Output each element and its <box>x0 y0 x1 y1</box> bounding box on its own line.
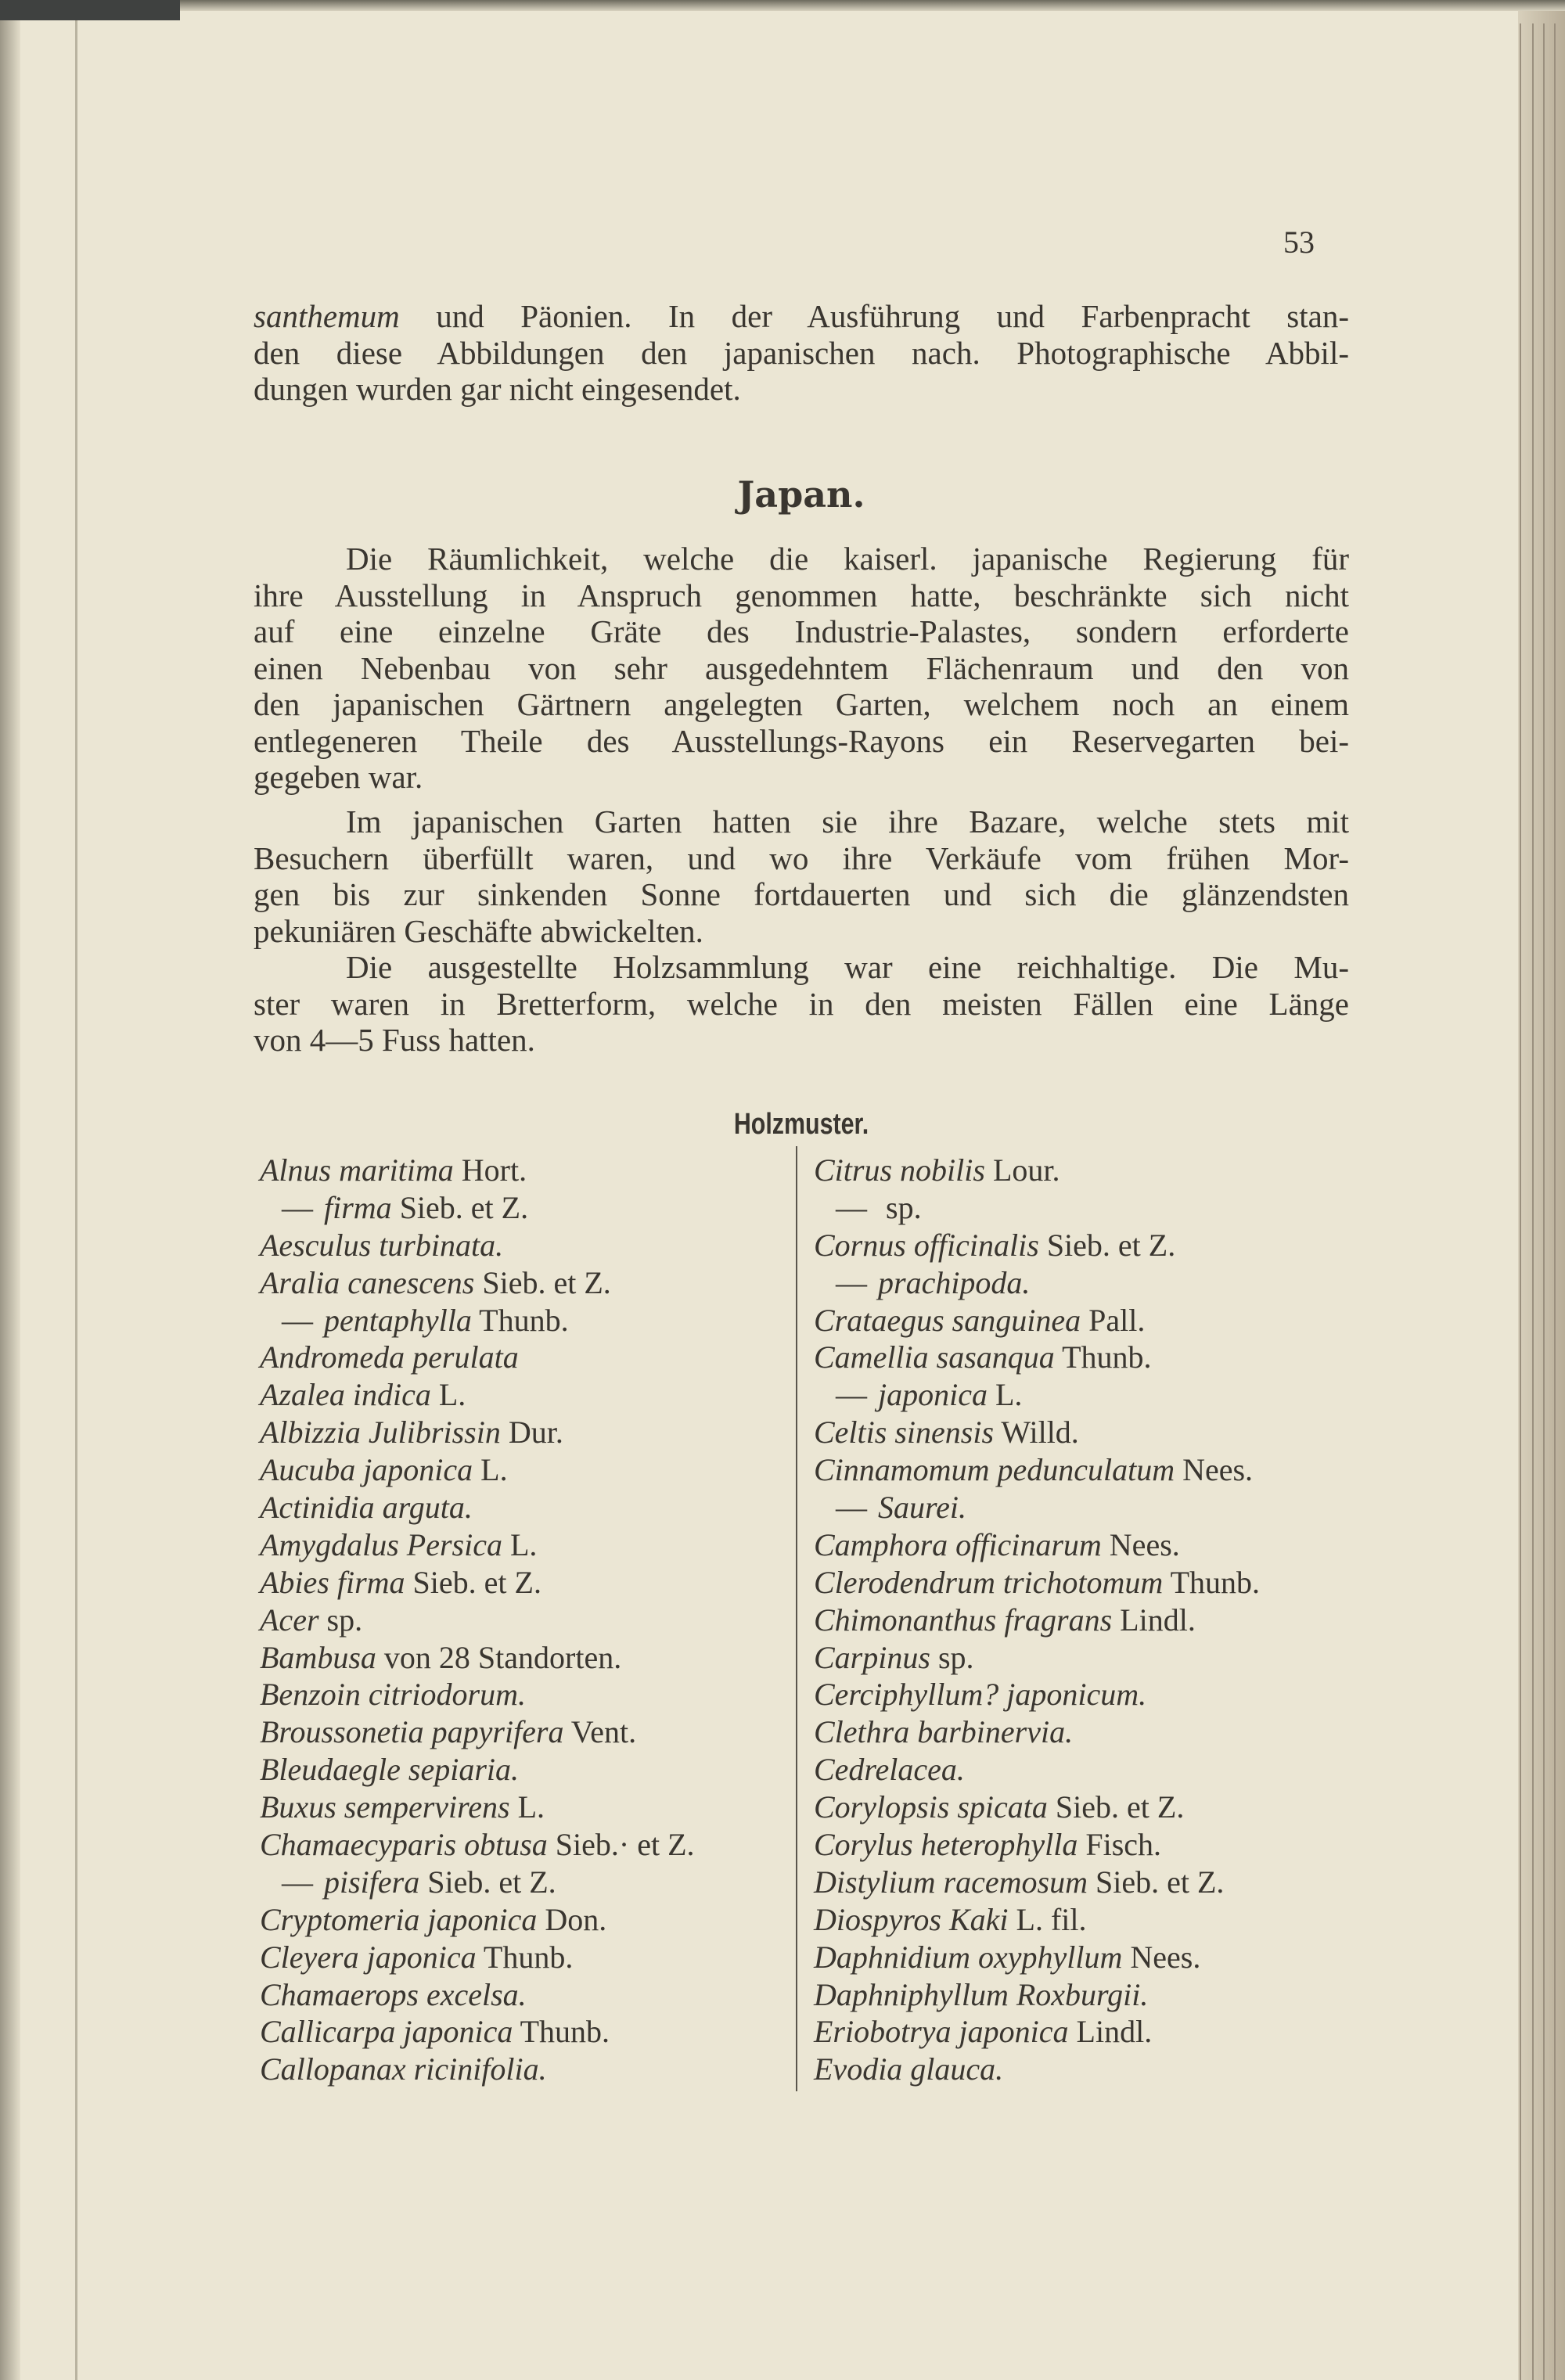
authority: L. fil. <box>1016 1901 1087 1937</box>
ditto-dash: — <box>282 1302 313 1338</box>
list-item <box>814 1602 1260 1639</box>
authority: sp. <box>937 1639 974 1675</box>
list-item <box>814 1526 1260 1564</box>
list-item <box>260 1227 695 1264</box>
list-item <box>814 1152 1260 1189</box>
authority: Sieb. et Z. <box>427 1864 556 1900</box>
list-item <box>814 1264 1260 1302</box>
authority: L. <box>517 1789 545 1825</box>
page-edge-line <box>1520 23 1521 2380</box>
page-edge-line <box>1554 23 1556 2380</box>
list-item <box>814 1713 1260 1751</box>
text-line: Besuchern überfüllt waren, und wo ihre Verkäufe vom frühen Mor- <box>254 839 1349 876</box>
species-name: Benzoin citriodorum. <box>260 1677 526 1713</box>
authority: L. <box>995 1377 1023 1413</box>
text-line: ihre Ausstellung in Anspruch genommen hatte, beschränkte sich nicht <box>254 577 1349 613</box>
authority: sp. <box>326 1602 363 1638</box>
species-name: Abies firma <box>260 1564 405 1600</box>
list-item <box>260 1789 695 1826</box>
species-name: Corylus heterophylla <box>814 1827 1078 1863</box>
authority: Pall. <box>1088 1302 1146 1338</box>
list-item <box>814 1376 1260 1414</box>
list-item <box>814 1939 1260 1976</box>
authority: Sieb. et Z. <box>1046 1227 1176 1263</box>
page-stack-edge <box>1518 0 1565 2380</box>
list-item <box>814 1639 1260 1677</box>
authority: Don. <box>545 1901 607 1937</box>
species-name: Andromeda perulata <box>260 1339 519 1375</box>
italic-word: santhemum <box>254 298 400 334</box>
authority: Willd. <box>1001 1415 1079 1451</box>
text-line: Die ausgestellte Holzsammlung war eine reichhaltige. Die Mu- <box>346 949 1349 985</box>
species-name: Daphniphyllum Roxburgii. <box>814 1976 1149 2012</box>
list-item <box>260 1564 695 1602</box>
list-item <box>814 1564 1260 1602</box>
paragraph <box>254 541 1349 796</box>
top-page-edge <box>0 0 1565 11</box>
list-item <box>260 2013 695 2051</box>
authority: Thunb. <box>1170 1564 1260 1600</box>
binding-corner <box>0 0 180 20</box>
authority: Nees. <box>1130 1939 1201 1975</box>
species-name: Camphora officinarum <box>814 1526 1102 1562</box>
species-name: Cedrelacea. <box>814 1752 965 1788</box>
species-name: Carpinus <box>814 1639 930 1675</box>
list-item <box>260 1414 695 1451</box>
species-name: Cryptomeria japonica <box>260 1901 538 1937</box>
list-item <box>260 1451 695 1489</box>
list-item <box>814 1227 1260 1264</box>
authority: Sieb. et Z. <box>1055 1789 1185 1825</box>
list-item <box>814 1901 1260 1939</box>
list-item <box>814 2013 1260 2051</box>
list-item <box>260 1339 695 1376</box>
species-list-left <box>260 1152 695 2088</box>
species-name: Bleudaegle sepiaria. <box>260 1752 520 1788</box>
list-item <box>260 1901 695 1939</box>
species-name: Chimonanthus fragrans <box>814 1602 1113 1638</box>
authority: Sieb. et Z. <box>412 1564 541 1600</box>
list-item <box>260 2051 695 2088</box>
list-item <box>260 1639 695 1677</box>
authority: L. <box>438 1377 466 1413</box>
authority: Sieb.· et Z. <box>555 1827 695 1863</box>
list-item <box>260 1152 695 1189</box>
list-item <box>814 1789 1260 1826</box>
text-line: entlegeneren Theile des Ausstellungs-Rayons ein Reservegarten bei- <box>254 722 1349 759</box>
species-name: Azalea indica <box>260 1377 431 1413</box>
species-name: Chamaerops excelsa. <box>260 1976 527 2012</box>
list-item <box>260 1264 695 1302</box>
species-name: Cleyera japonica <box>260 1939 477 1975</box>
list-item <box>260 1302 695 1339</box>
species-name: Celtis sinensis <box>814 1415 995 1451</box>
species-list-right <box>814 1152 1260 2088</box>
authority: Sieb. et Z. <box>482 1264 611 1300</box>
species-name: Acer <box>260 1602 319 1638</box>
authority: L. <box>480 1452 508 1488</box>
authority: Lindl. <box>1076 2014 1153 2050</box>
list-item <box>814 1489 1260 1526</box>
authority: Thunb. <box>1062 1339 1152 1375</box>
text-line: Im japanischen Garten hatten sie ihre Bazare, welche stets mit <box>346 804 1349 839</box>
species-name: firma <box>324 1189 392 1225</box>
gutter-line <box>75 0 77 2380</box>
list-item <box>814 1751 1260 1789</box>
page-number: 53 <box>1283 225 1315 260</box>
paragraph <box>254 949 1349 1059</box>
list-item <box>814 1976 1260 2014</box>
species-name: japonica <box>878 1377 988 1413</box>
authority: Thunb. <box>479 1302 569 1338</box>
ditto-dash: — <box>836 1377 867 1413</box>
species-name: Cerciphyllum? japonicum. <box>814 1677 1147 1713</box>
text-line: gen bis zur sinkenden Sonne fortdauerten und sich die glänzendsten <box>254 876 1349 912</box>
list-item <box>814 1451 1260 1489</box>
text-line: auf eine einzelne Gräte des Industrie-Palastes, sondern erforderte <box>254 613 1349 649</box>
list-item <box>260 1713 695 1751</box>
paragraph <box>254 804 1349 949</box>
text-line: den diese Abbildungen den japanischen nach. Photographische Abbil- <box>254 334 1349 371</box>
list-item <box>260 1189 695 1227</box>
species-name: Citrus nobilis <box>814 1152 985 1188</box>
species-name: pisifera <box>324 1864 420 1900</box>
species-name: Cinnamomum pedunculatum <box>814 1452 1175 1488</box>
species-name: Eriobotrya japonica <box>814 2014 1069 2050</box>
left-page-edge <box>0 0 20 2380</box>
species-name: Aesculus turbinata. <box>260 1227 504 1263</box>
species-name: Alnus maritima <box>260 1152 454 1188</box>
page-edge-line <box>1543 23 1545 2380</box>
authority: Dur. <box>508 1415 563 1451</box>
list-item <box>260 1826 695 1864</box>
species-name: Bambusa <box>260 1639 376 1675</box>
species-name: Evodia glauca. <box>814 2051 1004 2087</box>
species-name: Broussonetia papyrifera <box>260 1714 564 1750</box>
list-item <box>814 1414 1260 1451</box>
authority: Sieb. et Z. <box>399 1189 529 1225</box>
species-name: Aucuba japonica <box>260 1452 473 1488</box>
species-name: Saurei. <box>878 1490 966 1526</box>
continuation-paragraph <box>254 298 1349 408</box>
species-name: pentaphylla <box>324 1302 472 1338</box>
list-item <box>260 1976 695 2014</box>
text-span: und Päonien. In der Ausführung und Farbenpracht stan- <box>399 298 1349 334</box>
text-line: von 4—5 Fuss hatten. <box>254 1022 535 1058</box>
list-item <box>260 1676 695 1713</box>
authority: Thunb. <box>483 1939 574 1975</box>
text-line: den japanischen Gärtnern angelegten Garten, welchem noch an einem <box>254 686 1349 722</box>
species-name: Clerodendrum trichotomum <box>814 1564 1164 1600</box>
species-name: Amygdalus Persica <box>260 1526 502 1562</box>
authority: von 28 Standorten. <box>383 1639 622 1675</box>
authority: L. <box>509 1526 538 1562</box>
species-name: Cornus officinalis <box>814 1227 1039 1263</box>
species-name: Distylium racemosum <box>814 1864 1088 1900</box>
authority: Hort. <box>461 1152 527 1188</box>
authority: Fisch. <box>1085 1827 1162 1863</box>
species-name: Corylopsis spicata <box>814 1789 1048 1825</box>
list-item <box>814 1189 1260 1227</box>
species-name: Diospyros Kaki <box>814 1901 1009 1937</box>
species-name: Camellia sasanqua <box>814 1339 1055 1375</box>
authority: Nees. <box>1109 1526 1180 1562</box>
list-item <box>814 1302 1260 1339</box>
text-line: einen Nebenbau von sehr ausgedehntem Flächenraum und den von <box>254 649 1349 686</box>
text-line: dungen wurden gar nicht eingesendet. <box>254 371 741 407</box>
ditto-dash: — <box>282 1189 313 1225</box>
authority: Vent. <box>570 1714 637 1750</box>
authority: Sieb. et Z. <box>1095 1864 1225 1900</box>
list-item <box>814 1826 1260 1864</box>
text-line: pekuniären Geschäfte abwickelten. <box>254 912 703 949</box>
list-item <box>260 1526 695 1564</box>
species-name: Buxus sempervirens <box>260 1789 510 1825</box>
species-name: Crataegus sanguinea <box>814 1302 1081 1338</box>
list-item <box>260 1751 695 1789</box>
list-item <box>260 1864 695 1901</box>
species-name: Daphnidium oxyphyllum <box>814 1939 1123 1975</box>
species-name: prachipoda. <box>878 1264 1031 1300</box>
ditto-dash: — <box>836 1490 867 1526</box>
list-item <box>260 1376 695 1414</box>
authority: Lindl. <box>1120 1602 1196 1638</box>
ditto-dash: — <box>836 1189 867 1225</box>
text-line: Die Räumlichkeit, welche die kaiserl. japanische Regierung für <box>346 541 1349 577</box>
ditto-dash: — <box>282 1864 313 1900</box>
list-title: Holzmuster. <box>733 1108 869 1141</box>
species-name: Clethra barbinervia. <box>814 1714 1074 1750</box>
list-item <box>260 1602 695 1639</box>
species-name: Callopanax ricinifolia. <box>260 2051 547 2087</box>
species-name: Albizzia Julibrissin <box>260 1415 501 1451</box>
page-edge-line <box>1532 23 1534 2380</box>
species-name: Chamaecyparis obtusa <box>260 1827 548 1863</box>
list-item <box>814 2051 1260 2088</box>
species-name: Callicarpa japonica <box>260 2014 513 2050</box>
list-item <box>814 1676 1260 1713</box>
text-line: gegeben war. <box>254 759 423 795</box>
species-name: Aralia canescens <box>260 1264 475 1300</box>
column-divider <box>796 1146 797 2091</box>
section-title: Japan. <box>737 473 865 516</box>
list-item <box>260 1489 695 1526</box>
authority: Thunb. <box>520 2014 610 2050</box>
text-line <box>254 298 1349 335</box>
authority: sp. <box>886 1189 922 1225</box>
species-name: Actinidia arguta. <box>260 1490 473 1526</box>
list-item <box>260 1939 695 1976</box>
text-line: ster waren in Bretterform, welche in den meisten Fällen eine Länge <box>254 985 1349 1022</box>
list-item <box>814 1339 1260 1376</box>
list-item <box>814 1864 1260 1901</box>
authority: Nees. <box>1182 1452 1254 1488</box>
authority: Lour. <box>992 1152 1060 1188</box>
ditto-dash: — <box>836 1264 867 1300</box>
